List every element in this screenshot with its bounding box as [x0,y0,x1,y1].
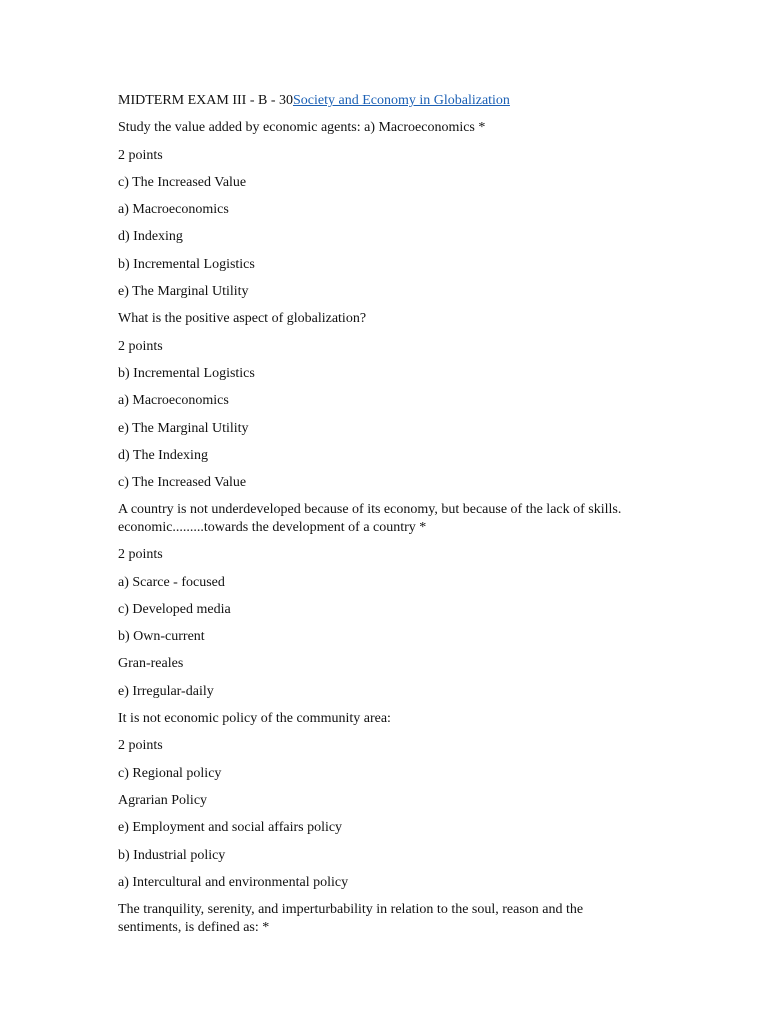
exam-title: MIDTERM EXAM III - B - 30 [118,93,293,108]
question-3-prompt [118,501,638,536]
question-5-prompt-line-2: sentiments, is defined as: * [118,919,270,935]
question-2-option: e) The Marginal Utility [118,420,249,436]
question-4-option: b) Industrial policy [118,847,226,863]
question-4-option: c) Regional policy [118,765,222,781]
question-4-option: a) Intercultural and environmental policy [118,874,349,890]
question-1-prompt: Study the value added by economic agents: a) Macroeconomics * [118,120,486,136]
exam-header [118,92,638,110]
question-2-option: d) The Indexing [118,447,208,463]
question-3-option: b) Own-current [118,629,205,645]
question-1-option: d) Indexing [118,229,183,245]
question-2-prompt: What is the positive aspect of globalization? [118,311,367,327]
question-2-points: 2 points [118,338,163,354]
document-page [118,92,638,946]
question-1-option: a) Macroeconomics [118,202,229,218]
question-3-points: 2 points [118,547,163,563]
question-1-option: c) The Increased Value [118,174,247,190]
question-4-option: Agrarian Policy [118,792,208,808]
question-1-option: e) The Marginal Utility [118,284,249,300]
question-4-prompt: It is not economic policy of the community area: [118,711,391,727]
question-1-points: 2 points [118,147,163,163]
question-3-prompt-line-1: A country is not underdeveloped because of its economy, but because of the lack of skills. [118,502,622,518]
question-3-option: c) Developed media [118,601,231,617]
question-2-option: c) The Increased Value [118,475,247,491]
question-2-option: b) Incremental Logistics [118,365,255,381]
question-3-option: Gran-reales [118,656,184,672]
course-link[interactable]: Society and Economy in Globalization [292,93,510,108]
question-4-option: e) Employment and social affairs policy [118,820,343,836]
question-1-option: b) Incremental Logistics [118,256,255,272]
question-3-prompt-line-2: economic.........towards the development of a country * [118,519,427,535]
question-2-option: a) Macroeconomics [118,393,229,409]
question-5-prompt [118,901,638,936]
question-3-option: a) Scarce - focused [118,574,225,590]
question-4-points: 2 points [118,738,163,754]
question-3-option: e) Irregular-daily [118,683,214,699]
question-5-prompt-line-1: The tranquility, serenity, and imperturbability in relation to the soul, reason and the [118,902,584,918]
